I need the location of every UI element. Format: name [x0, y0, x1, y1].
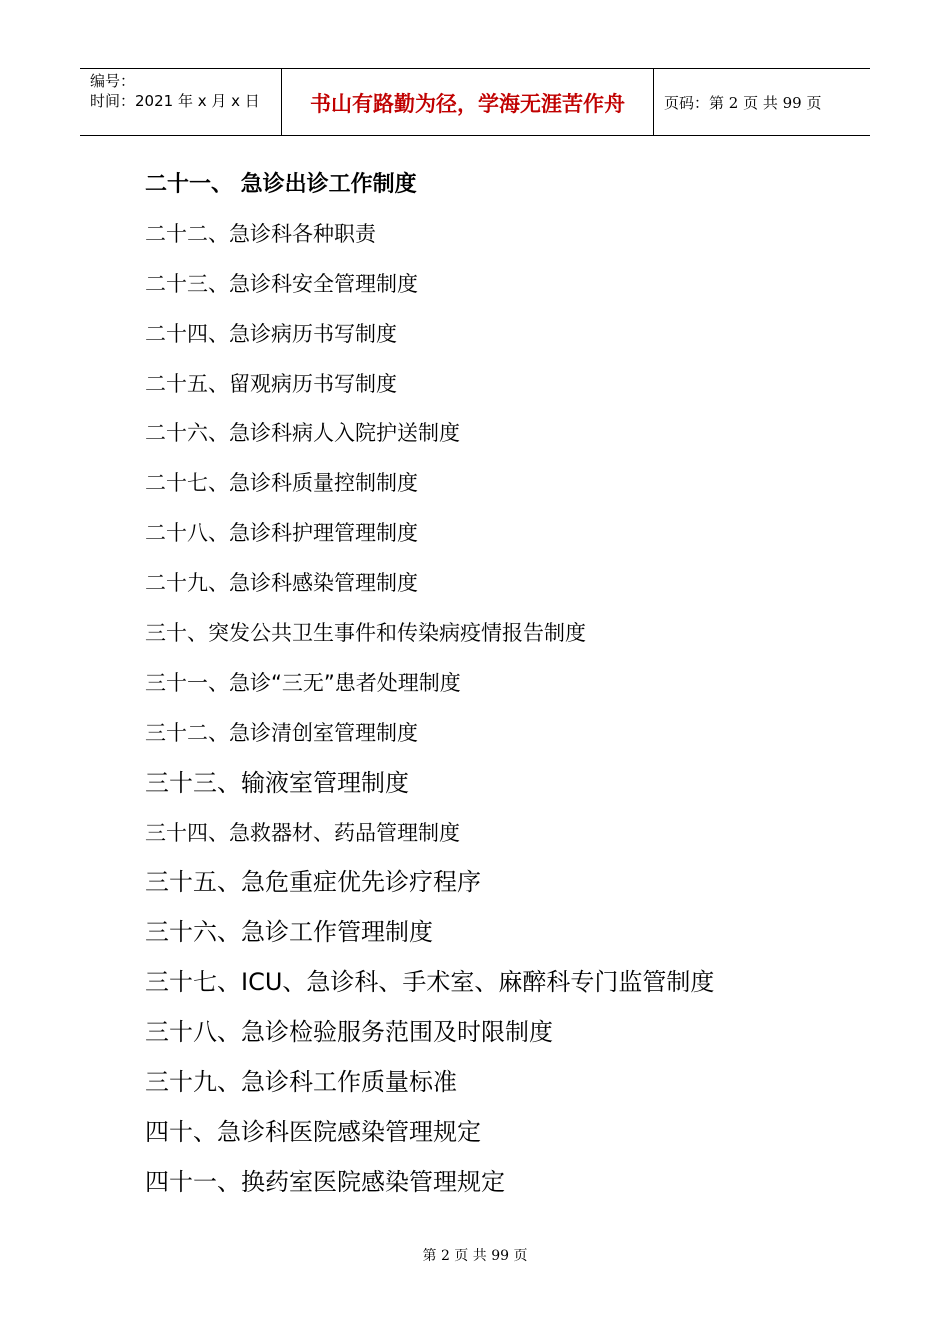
toc-item: 二十二、急诊科各种职责 [145, 221, 376, 246]
toc-item: 二十九、急诊科感染管理制度 [145, 571, 418, 596]
toc-item: 三十九、急诊科工作质量标准 [145, 1068, 457, 1097]
toc-item: 三十二、急诊清创室管理制度 [145, 720, 418, 745]
toc-item: 三十三、输液室管理制度 [145, 768, 409, 797]
toc-item: 二十七、急诊科质量控制制度 [145, 471, 418, 496]
toc-item: 二十一、 急诊出诊工作制度 [145, 172, 417, 197]
number-label: 编号： [90, 72, 136, 90]
toc-item: 三十六、急诊工作管理制度 [145, 918, 433, 947]
table-of-contents [145, 160, 714, 1208]
page-footer: 第 2 页 共 99 页 [422, 1248, 528, 1264]
header-page-info: 页码：第 2 页 共 99 页 [664, 93, 822, 112]
toc-item: 三十五、急危重症优先诊疗程序 [145, 868, 481, 897]
toc-item: 三十、突发公共卫生事件和传染病疫情报告制度 [145, 621, 586, 646]
toc-item: 二十六、急诊科病人入院护送制度 [145, 421, 460, 446]
toc-item: 三十一、急诊“三无”患者处理制度 [145, 670, 461, 695]
toc-item: 二十五、留观病历书写制度 [145, 371, 397, 396]
toc-item: 三十七、ICU、急诊科、手术室、麻醉科专门监管制度 [145, 968, 715, 997]
time-label: 时间：2021 年 x 月 x 日 [90, 92, 260, 110]
header-motto: 书山有路勤为径，学海无涯苦作舟 [282, 69, 654, 135]
toc-item: 二十三、急诊科安全管理制度 [145, 271, 418, 296]
header-meta [80, 69, 282, 135]
page-header [80, 68, 870, 136]
toc-item: 三十八、急诊检验服务范围及时限制度 [145, 1018, 553, 1047]
toc-item: 二十四、急诊病历书写制度 [145, 321, 397, 346]
toc-item: 二十八、急诊科护理管理制度 [145, 521, 418, 546]
toc-item: 三十四、急救器材、药品管理制度 [145, 820, 460, 845]
toc-item: 四十、急诊科医院感染管理规定 [145, 1117, 481, 1146]
toc-item: 四十一、换药室医院感染管理规定 [145, 1167, 505, 1196]
